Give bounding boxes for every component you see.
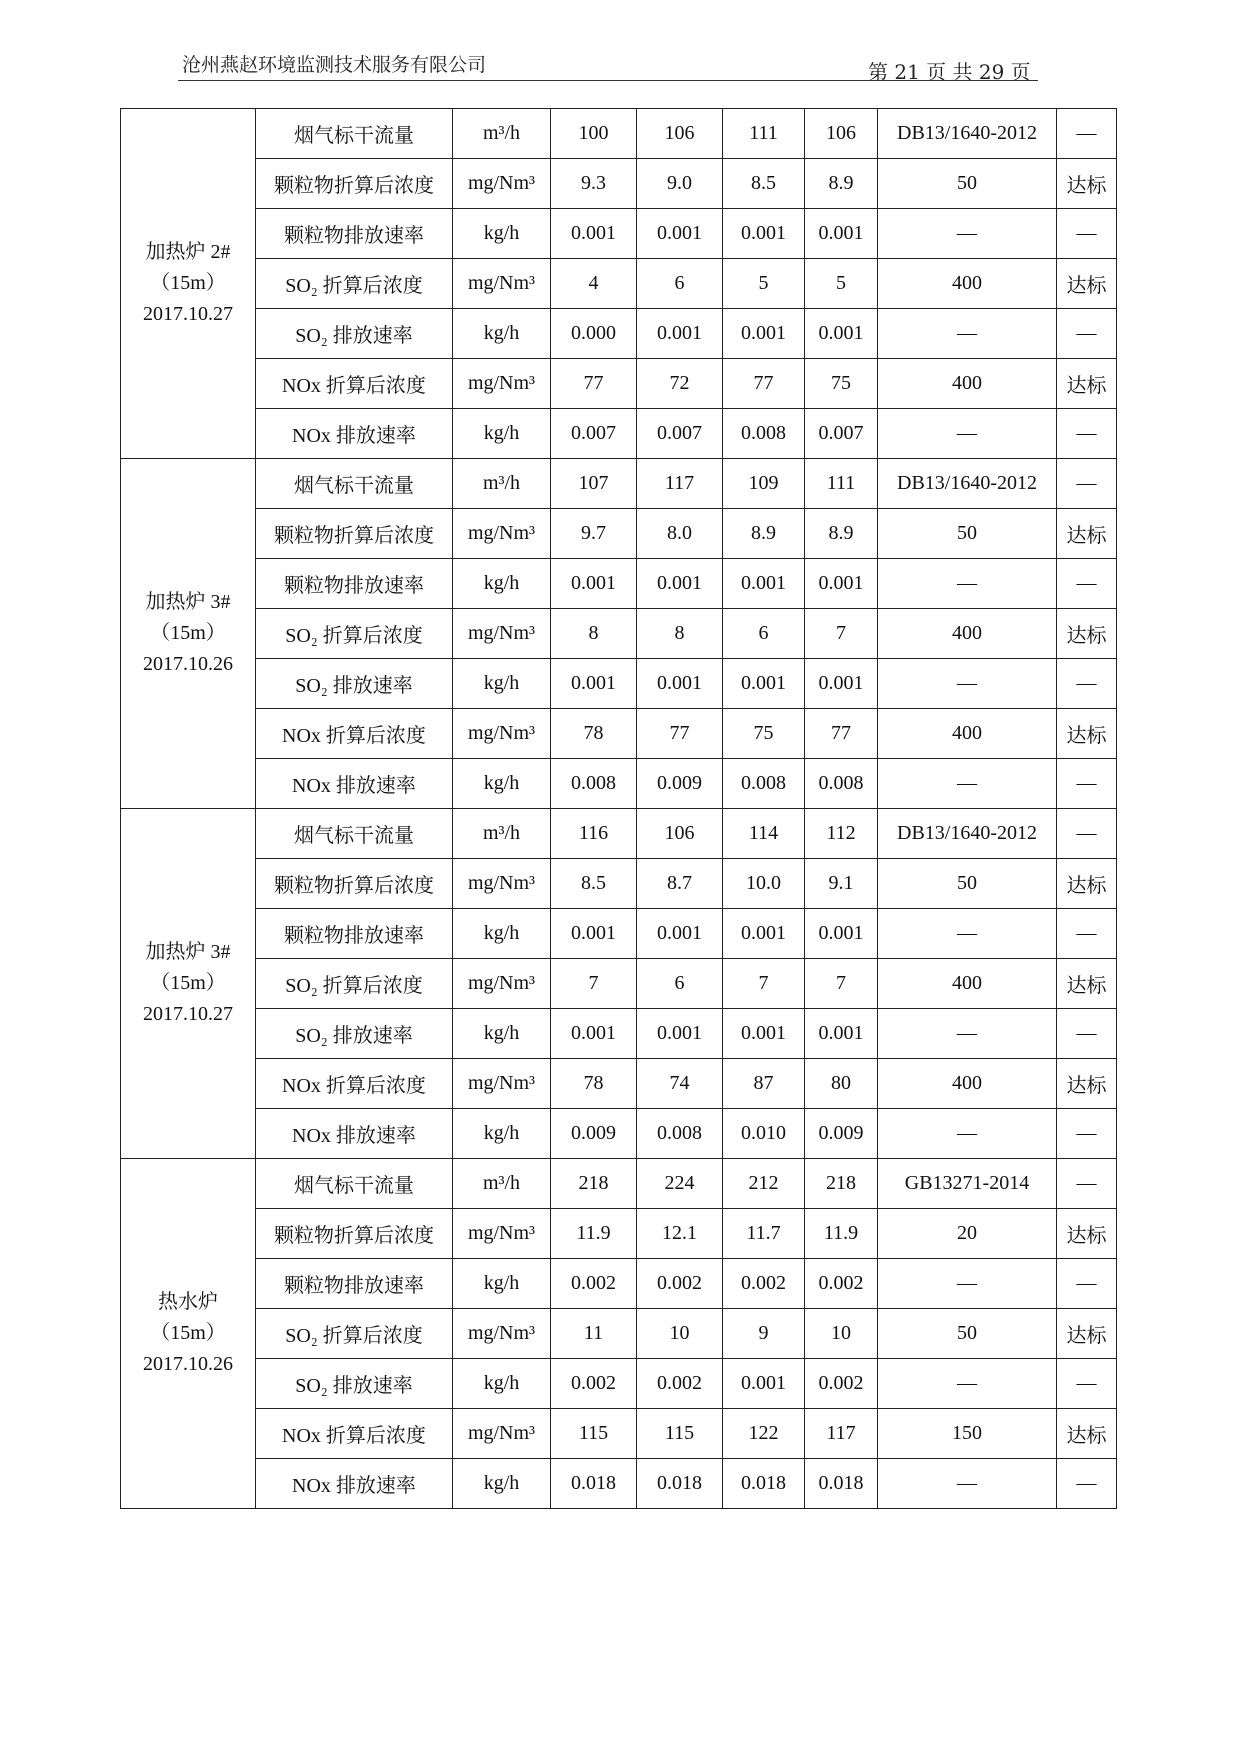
table-row bbox=[121, 1309, 1117, 1359]
value-cell: 115 bbox=[637, 1409, 723, 1459]
unit-cell: m³/h bbox=[453, 1159, 551, 1209]
item-cell: 烟气标干流量 bbox=[256, 109, 453, 159]
value-cell: 0.001 bbox=[551, 209, 637, 259]
standard-cell: 400 bbox=[878, 709, 1057, 759]
standard-cell: — bbox=[878, 409, 1057, 459]
value-cell: 74 bbox=[637, 1059, 723, 1109]
table-row bbox=[121, 909, 1117, 959]
value-cell: 72 bbox=[637, 359, 723, 409]
standard-cell: 50 bbox=[878, 859, 1057, 909]
value-cell: 0.009 bbox=[805, 1109, 878, 1159]
result-cell: 达标 bbox=[1057, 259, 1117, 309]
value-cell: 7 bbox=[805, 959, 878, 1009]
value-cell: 117 bbox=[805, 1409, 878, 1459]
item-cell: NOx 排放速率 bbox=[256, 409, 453, 459]
item-cell: 颗粒物排放速率 bbox=[256, 1259, 453, 1309]
value-cell: 10 bbox=[637, 1309, 723, 1359]
standard-cell: 400 bbox=[878, 259, 1057, 309]
standard-cell: 50 bbox=[878, 509, 1057, 559]
item-cell: SO₂ 折算后浓度 bbox=[256, 609, 453, 659]
result-cell: 达标 bbox=[1057, 959, 1117, 1009]
source-group-cell bbox=[121, 109, 256, 459]
value-cell: 11 bbox=[551, 1309, 637, 1359]
value-cell: 0.001 bbox=[805, 559, 878, 609]
standard-cell: 50 bbox=[878, 159, 1057, 209]
item-cell: SO₂ 排放速率 bbox=[256, 1359, 453, 1409]
source-height: （15m） bbox=[150, 1322, 226, 1344]
value-cell: 78 bbox=[551, 709, 637, 759]
item-cell: SO₂ 折算后浓度 bbox=[256, 959, 453, 1009]
source-group-cell bbox=[121, 809, 256, 1159]
source-height: （15m） bbox=[150, 622, 226, 644]
value-cell: 0.000 bbox=[551, 309, 637, 359]
value-cell: 0.018 bbox=[723, 1459, 805, 1509]
value-cell: 8.5 bbox=[723, 159, 805, 209]
value-cell: 107 bbox=[551, 459, 637, 509]
value-cell: 11.9 bbox=[551, 1209, 637, 1259]
value-cell: 87 bbox=[723, 1059, 805, 1109]
standard-cell: 400 bbox=[878, 959, 1057, 1009]
value-cell: 9.3 bbox=[551, 159, 637, 209]
value-cell: 75 bbox=[723, 709, 805, 759]
standard-cell: 400 bbox=[878, 609, 1057, 659]
table-row bbox=[121, 759, 1117, 809]
standard-cell: DB13/1640-2012 bbox=[878, 109, 1057, 159]
value-cell: 0.008 bbox=[637, 1109, 723, 1159]
value-cell: 0.008 bbox=[723, 759, 805, 809]
value-cell: 0.001 bbox=[551, 559, 637, 609]
value-cell: 6 bbox=[723, 609, 805, 659]
value-cell: 0.002 bbox=[551, 1259, 637, 1309]
item-cell: NOx 折算后浓度 bbox=[256, 1059, 453, 1109]
value-cell: 77 bbox=[723, 359, 805, 409]
standard-cell: — bbox=[878, 1009, 1057, 1059]
item-cell: NOx 排放速率 bbox=[256, 759, 453, 809]
item-cell: NOx 排放速率 bbox=[256, 1109, 453, 1159]
value-cell: 80 bbox=[805, 1059, 878, 1109]
value-cell: 0.001 bbox=[805, 209, 878, 259]
result-cell: — bbox=[1057, 1459, 1117, 1509]
unit-cell: kg/h bbox=[453, 409, 551, 459]
value-cell: 0.007 bbox=[637, 409, 723, 459]
value-cell: 8.7 bbox=[637, 859, 723, 909]
source-date: 2017.10.26 bbox=[143, 653, 233, 675]
unit-cell: mg/Nm³ bbox=[453, 609, 551, 659]
value-cell: 0.001 bbox=[551, 909, 637, 959]
table-row bbox=[121, 1459, 1117, 1509]
result-cell: — bbox=[1057, 909, 1117, 959]
unit-cell: mg/Nm³ bbox=[453, 1059, 551, 1109]
standard-cell: — bbox=[878, 309, 1057, 359]
value-cell: 6 bbox=[637, 259, 723, 309]
value-cell: 0.001 bbox=[723, 909, 805, 959]
table-row bbox=[121, 509, 1117, 559]
value-cell: 115 bbox=[551, 1409, 637, 1459]
value-cell: 114 bbox=[723, 809, 805, 859]
result-cell: — bbox=[1057, 459, 1117, 509]
item-cell: NOx 折算后浓度 bbox=[256, 709, 453, 759]
result-cell: 达标 bbox=[1057, 509, 1117, 559]
value-cell: 0.001 bbox=[637, 559, 723, 609]
value-cell: 0.002 bbox=[637, 1259, 723, 1309]
standard-cell: — bbox=[878, 1259, 1057, 1309]
standard-cell: 50 bbox=[878, 1309, 1057, 1359]
value-cell: 111 bbox=[805, 459, 878, 509]
value-cell: 11.7 bbox=[723, 1209, 805, 1259]
standard-cell: — bbox=[878, 1359, 1057, 1409]
result-cell: — bbox=[1057, 209, 1117, 259]
source-group-cell bbox=[121, 1159, 256, 1509]
unit-cell: kg/h bbox=[453, 1009, 551, 1059]
result-cell: — bbox=[1057, 109, 1117, 159]
table-row bbox=[121, 859, 1117, 909]
value-cell: 218 bbox=[551, 1159, 637, 1209]
value-cell: 0.002 bbox=[805, 1359, 878, 1409]
result-cell: — bbox=[1057, 759, 1117, 809]
item-cell: NOx 排放速率 bbox=[256, 1459, 453, 1509]
value-cell: 0.007 bbox=[805, 409, 878, 459]
value-cell: 122 bbox=[723, 1409, 805, 1459]
value-cell: 218 bbox=[805, 1159, 878, 1209]
page-number: 第 21 页 共 29 页 bbox=[868, 60, 1031, 84]
table-row bbox=[121, 309, 1117, 359]
value-cell: 0.018 bbox=[805, 1459, 878, 1509]
value-cell: 12.1 bbox=[637, 1209, 723, 1259]
value-cell: 7 bbox=[723, 959, 805, 1009]
value-cell: 9.7 bbox=[551, 509, 637, 559]
value-cell: 10 bbox=[805, 1309, 878, 1359]
item-cell: 颗粒物排放速率 bbox=[256, 209, 453, 259]
standard-cell: — bbox=[878, 659, 1057, 709]
unit-cell: mg/Nm³ bbox=[453, 959, 551, 1009]
value-cell: 0.001 bbox=[723, 309, 805, 359]
standard-cell: — bbox=[878, 909, 1057, 959]
unit-cell: m³/h bbox=[453, 109, 551, 159]
table-row bbox=[121, 1159, 1117, 1209]
source-height: （15m） bbox=[150, 972, 226, 994]
table-row bbox=[121, 409, 1117, 459]
item-cell: SO₂ 折算后浓度 bbox=[256, 259, 453, 309]
value-cell: 0.001 bbox=[637, 209, 723, 259]
value-cell: 77 bbox=[805, 709, 878, 759]
value-cell: 0.009 bbox=[637, 759, 723, 809]
value-cell: 9.0 bbox=[637, 159, 723, 209]
result-cell: 达标 bbox=[1057, 359, 1117, 409]
standard-cell: 400 bbox=[878, 359, 1057, 409]
value-cell: 0.001 bbox=[723, 1009, 805, 1059]
unit-cell: kg/h bbox=[453, 309, 551, 359]
table-row bbox=[121, 1259, 1117, 1309]
value-cell: 0.001 bbox=[805, 659, 878, 709]
value-cell: 0.018 bbox=[551, 1459, 637, 1509]
value-cell: 5 bbox=[805, 259, 878, 309]
value-cell: 8.5 bbox=[551, 859, 637, 909]
source-date: 2017.10.26 bbox=[143, 1353, 233, 1375]
result-cell: — bbox=[1057, 1159, 1117, 1209]
result-cell: 达标 bbox=[1057, 159, 1117, 209]
source-height: （15m） bbox=[150, 272, 226, 294]
table-row bbox=[121, 709, 1117, 759]
value-cell: 8.0 bbox=[637, 509, 723, 559]
source-name: 加热炉 3# bbox=[145, 941, 231, 963]
item-cell: 烟气标干流量 bbox=[256, 459, 453, 509]
table-row bbox=[121, 209, 1117, 259]
value-cell: 77 bbox=[637, 709, 723, 759]
table-row bbox=[121, 1209, 1117, 1259]
unit-cell: m³/h bbox=[453, 459, 551, 509]
table-row bbox=[121, 1359, 1117, 1409]
result-cell: — bbox=[1057, 1359, 1117, 1409]
unit-cell: mg/Nm³ bbox=[453, 159, 551, 209]
unit-cell: kg/h bbox=[453, 909, 551, 959]
result-cell: — bbox=[1057, 809, 1117, 859]
value-cell: 0.001 bbox=[637, 309, 723, 359]
unit-cell: mg/Nm³ bbox=[453, 1309, 551, 1359]
item-cell: 颗粒物排放速率 bbox=[256, 559, 453, 609]
result-cell: 达标 bbox=[1057, 1409, 1117, 1459]
value-cell: 0.009 bbox=[551, 1109, 637, 1159]
value-cell: 7 bbox=[551, 959, 637, 1009]
monitoring-results-table bbox=[120, 108, 1117, 1509]
value-cell: 0.008 bbox=[805, 759, 878, 809]
table-row bbox=[121, 1409, 1117, 1459]
standard-cell: 20 bbox=[878, 1209, 1057, 1259]
source-date: 2017.10.27 bbox=[143, 1003, 233, 1025]
result-cell: — bbox=[1057, 1009, 1117, 1059]
unit-cell: mg/Nm³ bbox=[453, 359, 551, 409]
value-cell: 0.001 bbox=[723, 1359, 805, 1409]
value-cell: 9.1 bbox=[805, 859, 878, 909]
value-cell: 6 bbox=[637, 959, 723, 1009]
value-cell: 0.002 bbox=[551, 1359, 637, 1409]
unit-cell: kg/h bbox=[453, 1259, 551, 1309]
value-cell: 0.001 bbox=[723, 559, 805, 609]
value-cell: 4 bbox=[551, 259, 637, 309]
standard-cell: — bbox=[878, 209, 1057, 259]
unit-cell: kg/h bbox=[453, 209, 551, 259]
result-cell: 达标 bbox=[1057, 859, 1117, 909]
unit-cell: mg/Nm³ bbox=[453, 709, 551, 759]
table-row bbox=[121, 559, 1117, 609]
value-cell: 9 bbox=[723, 1309, 805, 1359]
value-cell: 10.0 bbox=[723, 859, 805, 909]
value-cell: 111 bbox=[723, 109, 805, 159]
value-cell: 212 bbox=[723, 1159, 805, 1209]
value-cell: 0.007 bbox=[551, 409, 637, 459]
table-row bbox=[121, 1009, 1117, 1059]
source-name: 加热炉 2# bbox=[145, 241, 231, 263]
unit-cell: m³/h bbox=[453, 809, 551, 859]
value-cell: 0.001 bbox=[637, 1009, 723, 1059]
source-group-cell bbox=[121, 459, 256, 809]
value-cell: 106 bbox=[637, 109, 723, 159]
value-cell: 11.9 bbox=[805, 1209, 878, 1259]
standard-cell: GB13271-2014 bbox=[878, 1159, 1057, 1209]
table-row bbox=[121, 359, 1117, 409]
unit-cell: kg/h bbox=[453, 659, 551, 709]
source-name: 热水炉 bbox=[158, 1291, 218, 1313]
item-cell: SO₂ 排放速率 bbox=[256, 659, 453, 709]
unit-cell: mg/Nm³ bbox=[453, 259, 551, 309]
item-cell: SO₂ 排放速率 bbox=[256, 309, 453, 359]
result-cell: — bbox=[1057, 1259, 1117, 1309]
value-cell: 109 bbox=[723, 459, 805, 509]
item-cell: 烟气标干流量 bbox=[256, 1159, 453, 1209]
item-cell: 颗粒物折算后浓度 bbox=[256, 859, 453, 909]
table-row bbox=[121, 459, 1117, 509]
result-cell: — bbox=[1057, 559, 1117, 609]
unit-cell: mg/Nm³ bbox=[453, 1409, 551, 1459]
value-cell: 0.001 bbox=[723, 209, 805, 259]
item-cell: SO₂ 排放速率 bbox=[256, 1009, 453, 1059]
value-cell: 116 bbox=[551, 809, 637, 859]
result-cell: 达标 bbox=[1057, 1059, 1117, 1109]
result-cell: — bbox=[1057, 409, 1117, 459]
value-cell: 0.002 bbox=[723, 1259, 805, 1309]
value-cell: 5 bbox=[723, 259, 805, 309]
value-cell: 0.010 bbox=[723, 1109, 805, 1159]
unit-cell: mg/Nm³ bbox=[453, 859, 551, 909]
value-cell: 0.008 bbox=[723, 409, 805, 459]
value-cell: 8 bbox=[551, 609, 637, 659]
value-cell: 0.001 bbox=[551, 659, 637, 709]
table-row bbox=[121, 259, 1117, 309]
value-cell: 224 bbox=[637, 1159, 723, 1209]
table-row bbox=[121, 1109, 1117, 1159]
unit-cell: mg/Nm³ bbox=[453, 1209, 551, 1259]
value-cell: 0.001 bbox=[551, 1009, 637, 1059]
table-row bbox=[121, 609, 1117, 659]
item-cell: NOx 折算后浓度 bbox=[256, 359, 453, 409]
value-cell: 0.008 bbox=[551, 759, 637, 809]
value-cell: 106 bbox=[637, 809, 723, 859]
standard-cell: DB13/1640-2012 bbox=[878, 809, 1057, 859]
item-cell: 颗粒物折算后浓度 bbox=[256, 159, 453, 209]
value-cell: 0.001 bbox=[637, 659, 723, 709]
value-cell: 106 bbox=[805, 109, 878, 159]
value-cell: 8.9 bbox=[805, 159, 878, 209]
item-cell: 烟气标干流量 bbox=[256, 809, 453, 859]
table-row bbox=[121, 109, 1117, 159]
standard-cell: 400 bbox=[878, 1059, 1057, 1109]
source-name: 加热炉 3# bbox=[145, 591, 231, 613]
unit-cell: kg/h bbox=[453, 559, 551, 609]
result-cell: — bbox=[1057, 1109, 1117, 1159]
result-cell: — bbox=[1057, 659, 1117, 709]
value-cell: 77 bbox=[551, 359, 637, 409]
value-cell: 0.002 bbox=[805, 1259, 878, 1309]
standard-cell: 150 bbox=[878, 1409, 1057, 1459]
value-cell: 112 bbox=[805, 809, 878, 859]
value-cell: 0.002 bbox=[637, 1359, 723, 1409]
unit-cell: kg/h bbox=[453, 1459, 551, 1509]
value-cell: 8.9 bbox=[805, 509, 878, 559]
value-cell: 8.9 bbox=[723, 509, 805, 559]
table-row bbox=[121, 1059, 1117, 1109]
unit-cell: kg/h bbox=[453, 759, 551, 809]
unit-cell: kg/h bbox=[453, 1109, 551, 1159]
item-cell: NOx 折算后浓度 bbox=[256, 1409, 453, 1459]
standard-cell: — bbox=[878, 759, 1057, 809]
value-cell: 78 bbox=[551, 1059, 637, 1109]
value-cell: 100 bbox=[551, 109, 637, 159]
unit-cell: kg/h bbox=[453, 1359, 551, 1409]
value-cell: 0.001 bbox=[805, 1009, 878, 1059]
result-cell: 达标 bbox=[1057, 709, 1117, 759]
result-cell: 达标 bbox=[1057, 1309, 1117, 1359]
value-cell: 0.001 bbox=[723, 659, 805, 709]
value-cell: 7 bbox=[805, 609, 878, 659]
standard-cell: — bbox=[878, 1109, 1057, 1159]
standard-cell: — bbox=[878, 559, 1057, 609]
result-cell: 达标 bbox=[1057, 1209, 1117, 1259]
result-cell: 达标 bbox=[1057, 609, 1117, 659]
table-row bbox=[121, 809, 1117, 859]
value-cell: 0.001 bbox=[805, 909, 878, 959]
standard-cell: — bbox=[878, 1459, 1057, 1509]
table-row bbox=[121, 159, 1117, 209]
value-cell: 8 bbox=[637, 609, 723, 659]
company-name: 沧州燕赵环境监测技术服务有限公司 bbox=[182, 54, 487, 76]
value-cell: 0.001 bbox=[805, 309, 878, 359]
value-cell: 117 bbox=[637, 459, 723, 509]
table-row bbox=[121, 659, 1117, 709]
header-rule bbox=[178, 80, 1038, 81]
value-cell: 0.018 bbox=[637, 1459, 723, 1509]
value-cell: 0.001 bbox=[637, 909, 723, 959]
item-cell: 颗粒物折算后浓度 bbox=[256, 509, 453, 559]
unit-cell: mg/Nm³ bbox=[453, 509, 551, 559]
standard-cell: DB13/1640-2012 bbox=[878, 459, 1057, 509]
item-cell: 颗粒物折算后浓度 bbox=[256, 1209, 453, 1259]
item-cell: 颗粒物排放速率 bbox=[256, 909, 453, 959]
result-cell: — bbox=[1057, 309, 1117, 359]
table-row bbox=[121, 959, 1117, 1009]
source-date: 2017.10.27 bbox=[143, 303, 233, 325]
item-cell: SO₂ 折算后浓度 bbox=[256, 1309, 453, 1359]
value-cell: 75 bbox=[805, 359, 878, 409]
